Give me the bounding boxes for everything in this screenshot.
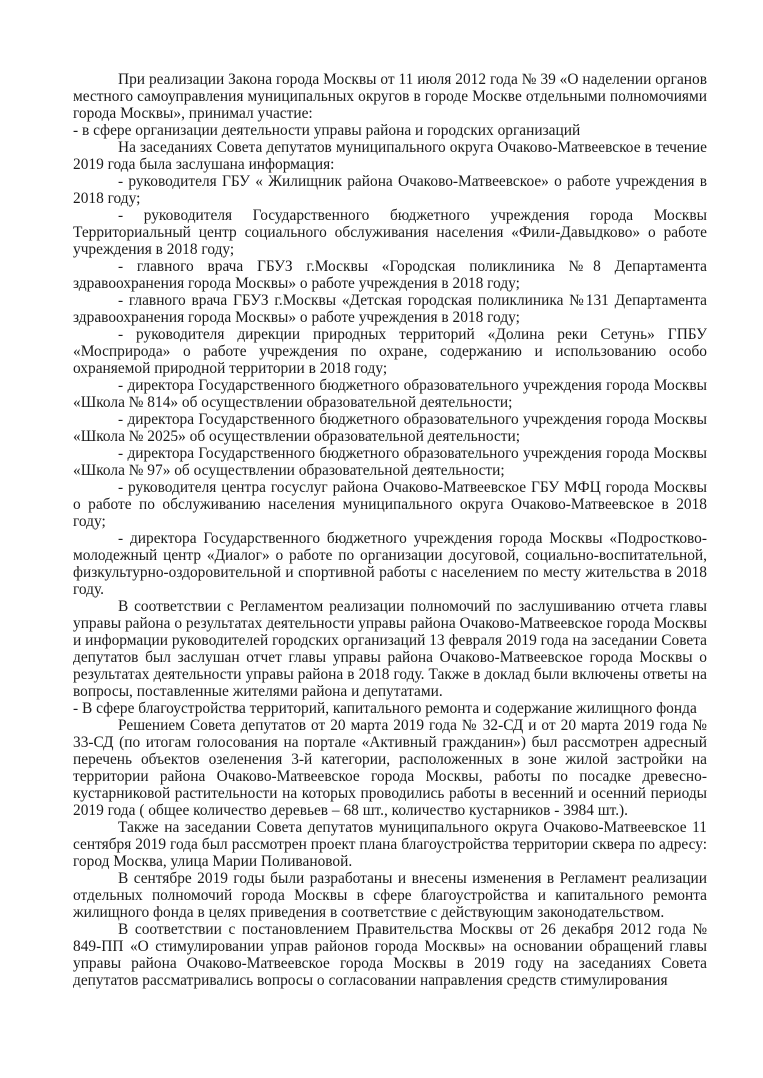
- list-item-social-center: - руководителя Государственного бюджетного учреждения города Москвы Территориальный центр социального обслуживания населения «Фили-Давыдково» о работе учреждения в 2018 году;: [73, 207, 707, 258]
- paragraph-square-project: Также на заседании Совета депутатов муниципального округа Очаково-Матвеевское 11 сентября 2019 года был рассмотрен проект плана благоустройства территории сквера по адресу: город Москва, улица Марии Поливановой.: [73, 819, 707, 870]
- list-item-mfc: - руководителя центра госуслуг района Очаково-Матвеевское ГБУ МФЦ города Москвы о работе по обслуживанию населения муниципального округа Очаково-Матвеевское в 2018 году;: [73, 479, 707, 530]
- list-item-mospriroda: - руководителя дирекции природных территорий «Долина реки Сетунь» ГПБУ «Мосприрода» о работе учреждения по охране, содержанию и использованию особо охраняемой природной территории в 2018 году;: [73, 326, 707, 377]
- section-heading-improvement: - В сфере благоустройства территорий, капитального ремонта и содержание жилищного фонда: [73, 700, 697, 717]
- paragraph-reglament-changes: В сентябре 2019 годы были разработаны и внесены изменения в Регламент реализации отдельных полномочий города Москвы в сфере благоустройства и капитального ремонта жилищного фонда в целях приведения в соответствие с действующим законодательством.: [73, 870, 707, 921]
- paragraph-stimulation: В соответствии с постановлением Правительства Москвы от 26 декабря 2012 года № 849-ПП «О стимулировании управ районов города Москвы» на основании обращений главы управы района Очаково-Матвеевское города Москвы в 2019 году на заседаниях Совета депутатов рассматривались вопросы о согласовании направления средств стимулирования: [73, 921, 707, 989]
- list-item-polyclinic-131: - главного врача ГБУЗ г.Москвы «Детская городская поликлиника №131 Департамента здравоохранения города Москвы» о работе учреждения в 2018 году;: [73, 292, 707, 326]
- list-item-school-2025: - директора Государственного бюджетного образовательного учреждения города Москвы «Школа № 2025» об осуществлении образовательной деятельности;: [73, 411, 707, 445]
- section-heading-district-administration: - в сфере организации деятельности управы района и городских организаций: [73, 122, 581, 139]
- paragraph-council-sessions: На заседаниях Совета депутатов муниципального округа Очаково-Матвеевское в течение 2019 года была заслушана информация:: [73, 139, 707, 173]
- list-item-dialog-center: - директора Государственного бюджетного учреждения города Москвы «Подростково-молодежный центр «Диалог» о работе по организации досуговой, социально-воспитательной, физкультурно-оздоровительной и спортивной работы с населением по месту жительства в 2018 году.: [73, 530, 707, 598]
- paragraph-reglament-report: В соответствии с Регламентом реализации полномочий по заслушиванию отчета главы управы района о результатах деятельности управы района Очаково-Матвеевское города Москвы и информации руководителей городских организаций 13 февраля 2019 года на заседании Совета депутатов был заслушан отчет главы управы района Очаково-Матвеевское города Москвы о результатах деятельности управы района в 2018 году. Также в доклад были включены ответы на вопросы, поставленные жителями района и депутатами.: [73, 598, 707, 700]
- paragraph-council-decision-greening: Решением Совета депутатов от 20 марта 2019 года № 32-СД и от 20 марта 2019 года № 33-СД (по итогам голосования на портале «Активный гражданин») был рассмотрен адресный перечень объектов озеленения 3-й категории, расположенных в зоне жилой застройки на территории района Очаково-Матвеевское города Москвы, работы по посадке древесно-кустарниковой растительности на которых проводились работы в весенний и осенний периоды 2019 года ( общее количество деревьев – 68 шт., количество кустарников - 3984 шт.).: [73, 717, 707, 819]
- document-page: [73, 71, 707, 989]
- list-item-zhilishchnik: - руководителя ГБУ « Жилищник района Очаково-Матвеевское» о работе учреждения в 2018 году;: [73, 173, 707, 207]
- paragraph-law-implementation: При реализации Закона города Москвы от 11 июля 2012 года № 39 «О наделении органов местного самоуправления муниципальных округов в городе Москве отдельными полномочиями города Москвы», принимал участие:: [73, 71, 707, 122]
- list-item-polyclinic-8: - главного врача ГБУЗ г.Москвы «Городская поликлиника №8 Департамента здравоохранения города Москвы» о работе учреждения в 2018 году;: [73, 258, 707, 292]
- list-item-school-97: - директора Государственного бюджетного образовательного учреждения города Москвы «Школа № 97» об осуществлении образовательной деятельности;: [73, 445, 707, 479]
- list-item-school-814: - директора Государственного бюджетного образовательного учреждения города Москвы «Школа № 814» об осуществлении образовательной деятельности;: [73, 377, 707, 411]
